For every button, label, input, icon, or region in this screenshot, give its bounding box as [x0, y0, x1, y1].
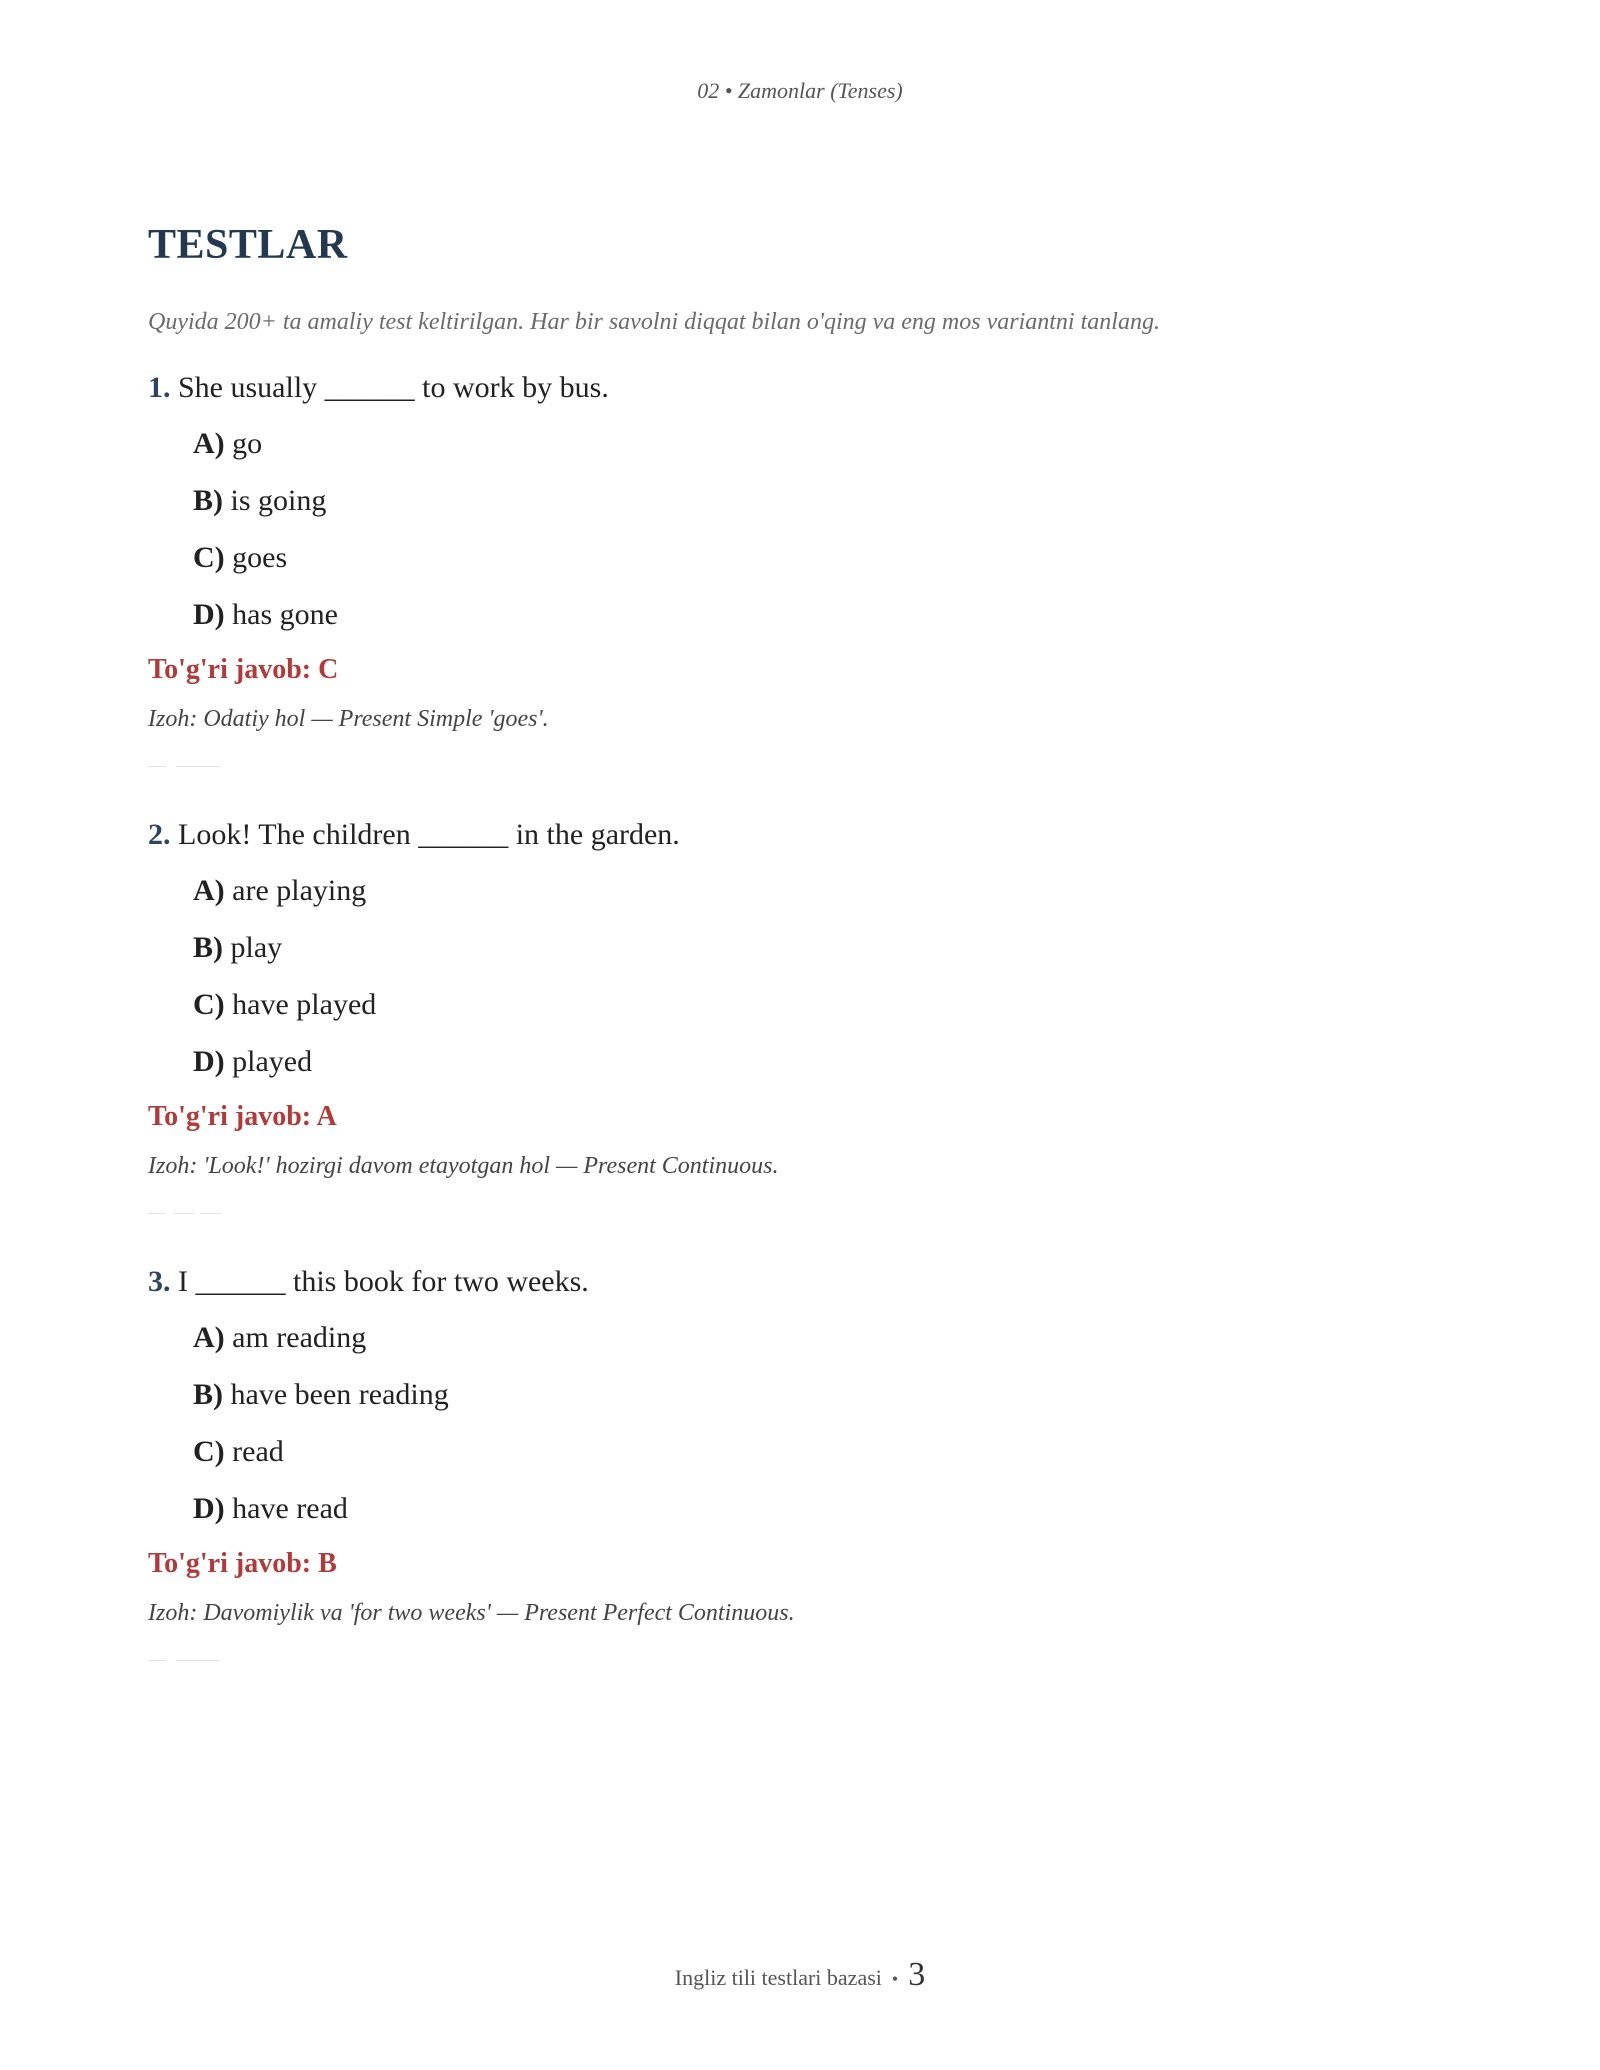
- option-b: [193, 1375, 1458, 1432]
- option-letter: D): [193, 1045, 225, 1078]
- option-text: have read: [232, 1492, 348, 1525]
- option-letter: A): [193, 427, 225, 460]
- option-text: have been reading: [230, 1378, 449, 1411]
- option-letter: C): [193, 1435, 225, 1468]
- option-text: read: [232, 1435, 284, 1468]
- correct-answer: To'g'ri javob: C: [148, 654, 339, 685]
- option-c: [193, 1432, 1458, 1489]
- option-letter: B): [193, 931, 223, 964]
- question-text: [148, 815, 1458, 855]
- option-c: [193, 985, 1458, 1042]
- page-content: [148, 218, 1458, 1667]
- question-prompt: She usually ______ to work by bus.: [178, 371, 609, 404]
- option-letter: D): [193, 1492, 225, 1525]
- book-title: Ingliz tili testlari bazasi: [674, 1965, 882, 1990]
- option-c: [193, 538, 1458, 595]
- option-list: [193, 424, 1458, 652]
- explanation: Izoh: 'Look!' hozirgi davom etayotgan hol — Present Continuous.: [148, 1153, 779, 1179]
- option-a: [193, 424, 1458, 481]
- explanation: Izoh: Odatiy hol — Present Simple 'goes'.: [148, 706, 549, 732]
- explanation: Izoh: Davomiylik va 'for two weeks' — Present Perfect Continuous.: [148, 1600, 795, 1626]
- running-header: 02 • Zamonlar (Tenses): [697, 78, 903, 103]
- question-block: [148, 815, 1458, 1220]
- question-text: [148, 368, 1458, 408]
- option-letter: A): [193, 1321, 225, 1354]
- option-b: [193, 928, 1458, 985]
- question-text: [148, 1262, 1458, 1302]
- question-number: 2.: [148, 818, 171, 851]
- option-text: play: [230, 931, 283, 964]
- option-text: has gone: [232, 598, 338, 631]
- option-a: [193, 1318, 1458, 1375]
- separator: [148, 1655, 1458, 1667]
- intro-text: Quyida 200+ ta amaliy test keltirilgan. Har bir savolni diqqat bilan o'qing va eng mos variantni tanlang.: [148, 309, 1160, 335]
- option-letter: C): [193, 988, 225, 1021]
- option-b: [193, 481, 1458, 538]
- page-title: TESTLAR: [148, 222, 348, 268]
- option-d: [193, 1042, 1458, 1099]
- option-letter: B): [193, 1378, 223, 1411]
- question-block: [148, 368, 1458, 773]
- option-text: goes: [232, 541, 288, 574]
- separator: [148, 761, 1458, 773]
- option-text: am reading: [232, 1321, 367, 1354]
- separator: [148, 1208, 1458, 1220]
- question-number: 3.: [148, 1265, 171, 1298]
- question-prompt: Look! The children ______ in the garden.: [178, 818, 680, 851]
- option-d: [193, 1489, 1458, 1546]
- option-letter: D): [193, 598, 225, 631]
- option-list: [193, 1318, 1458, 1546]
- option-letter: A): [193, 874, 225, 907]
- correct-answer: To'g'ri javob: A: [148, 1101, 337, 1132]
- option-letter: C): [193, 541, 225, 574]
- option-list: [193, 871, 1458, 1099]
- question-block: [148, 1262, 1458, 1667]
- option-text: go: [232, 427, 263, 460]
- option-a: [193, 871, 1458, 928]
- page-number: 3: [908, 1956, 926, 1993]
- option-letter: B): [193, 484, 223, 517]
- question-number: 1.: [148, 371, 171, 404]
- option-text: played: [232, 1045, 313, 1078]
- correct-answer: To'g'ri javob: B: [148, 1548, 337, 1579]
- running-footer: [0, 1956, 1600, 1994]
- option-d: [193, 595, 1458, 652]
- bullet-separator: •: [891, 1969, 899, 1989]
- question-prompt: I ______ this book for two weeks.: [178, 1265, 589, 1298]
- option-text: are playing: [232, 874, 367, 907]
- option-text: is going: [230, 484, 327, 517]
- option-text: have played: [232, 988, 377, 1021]
